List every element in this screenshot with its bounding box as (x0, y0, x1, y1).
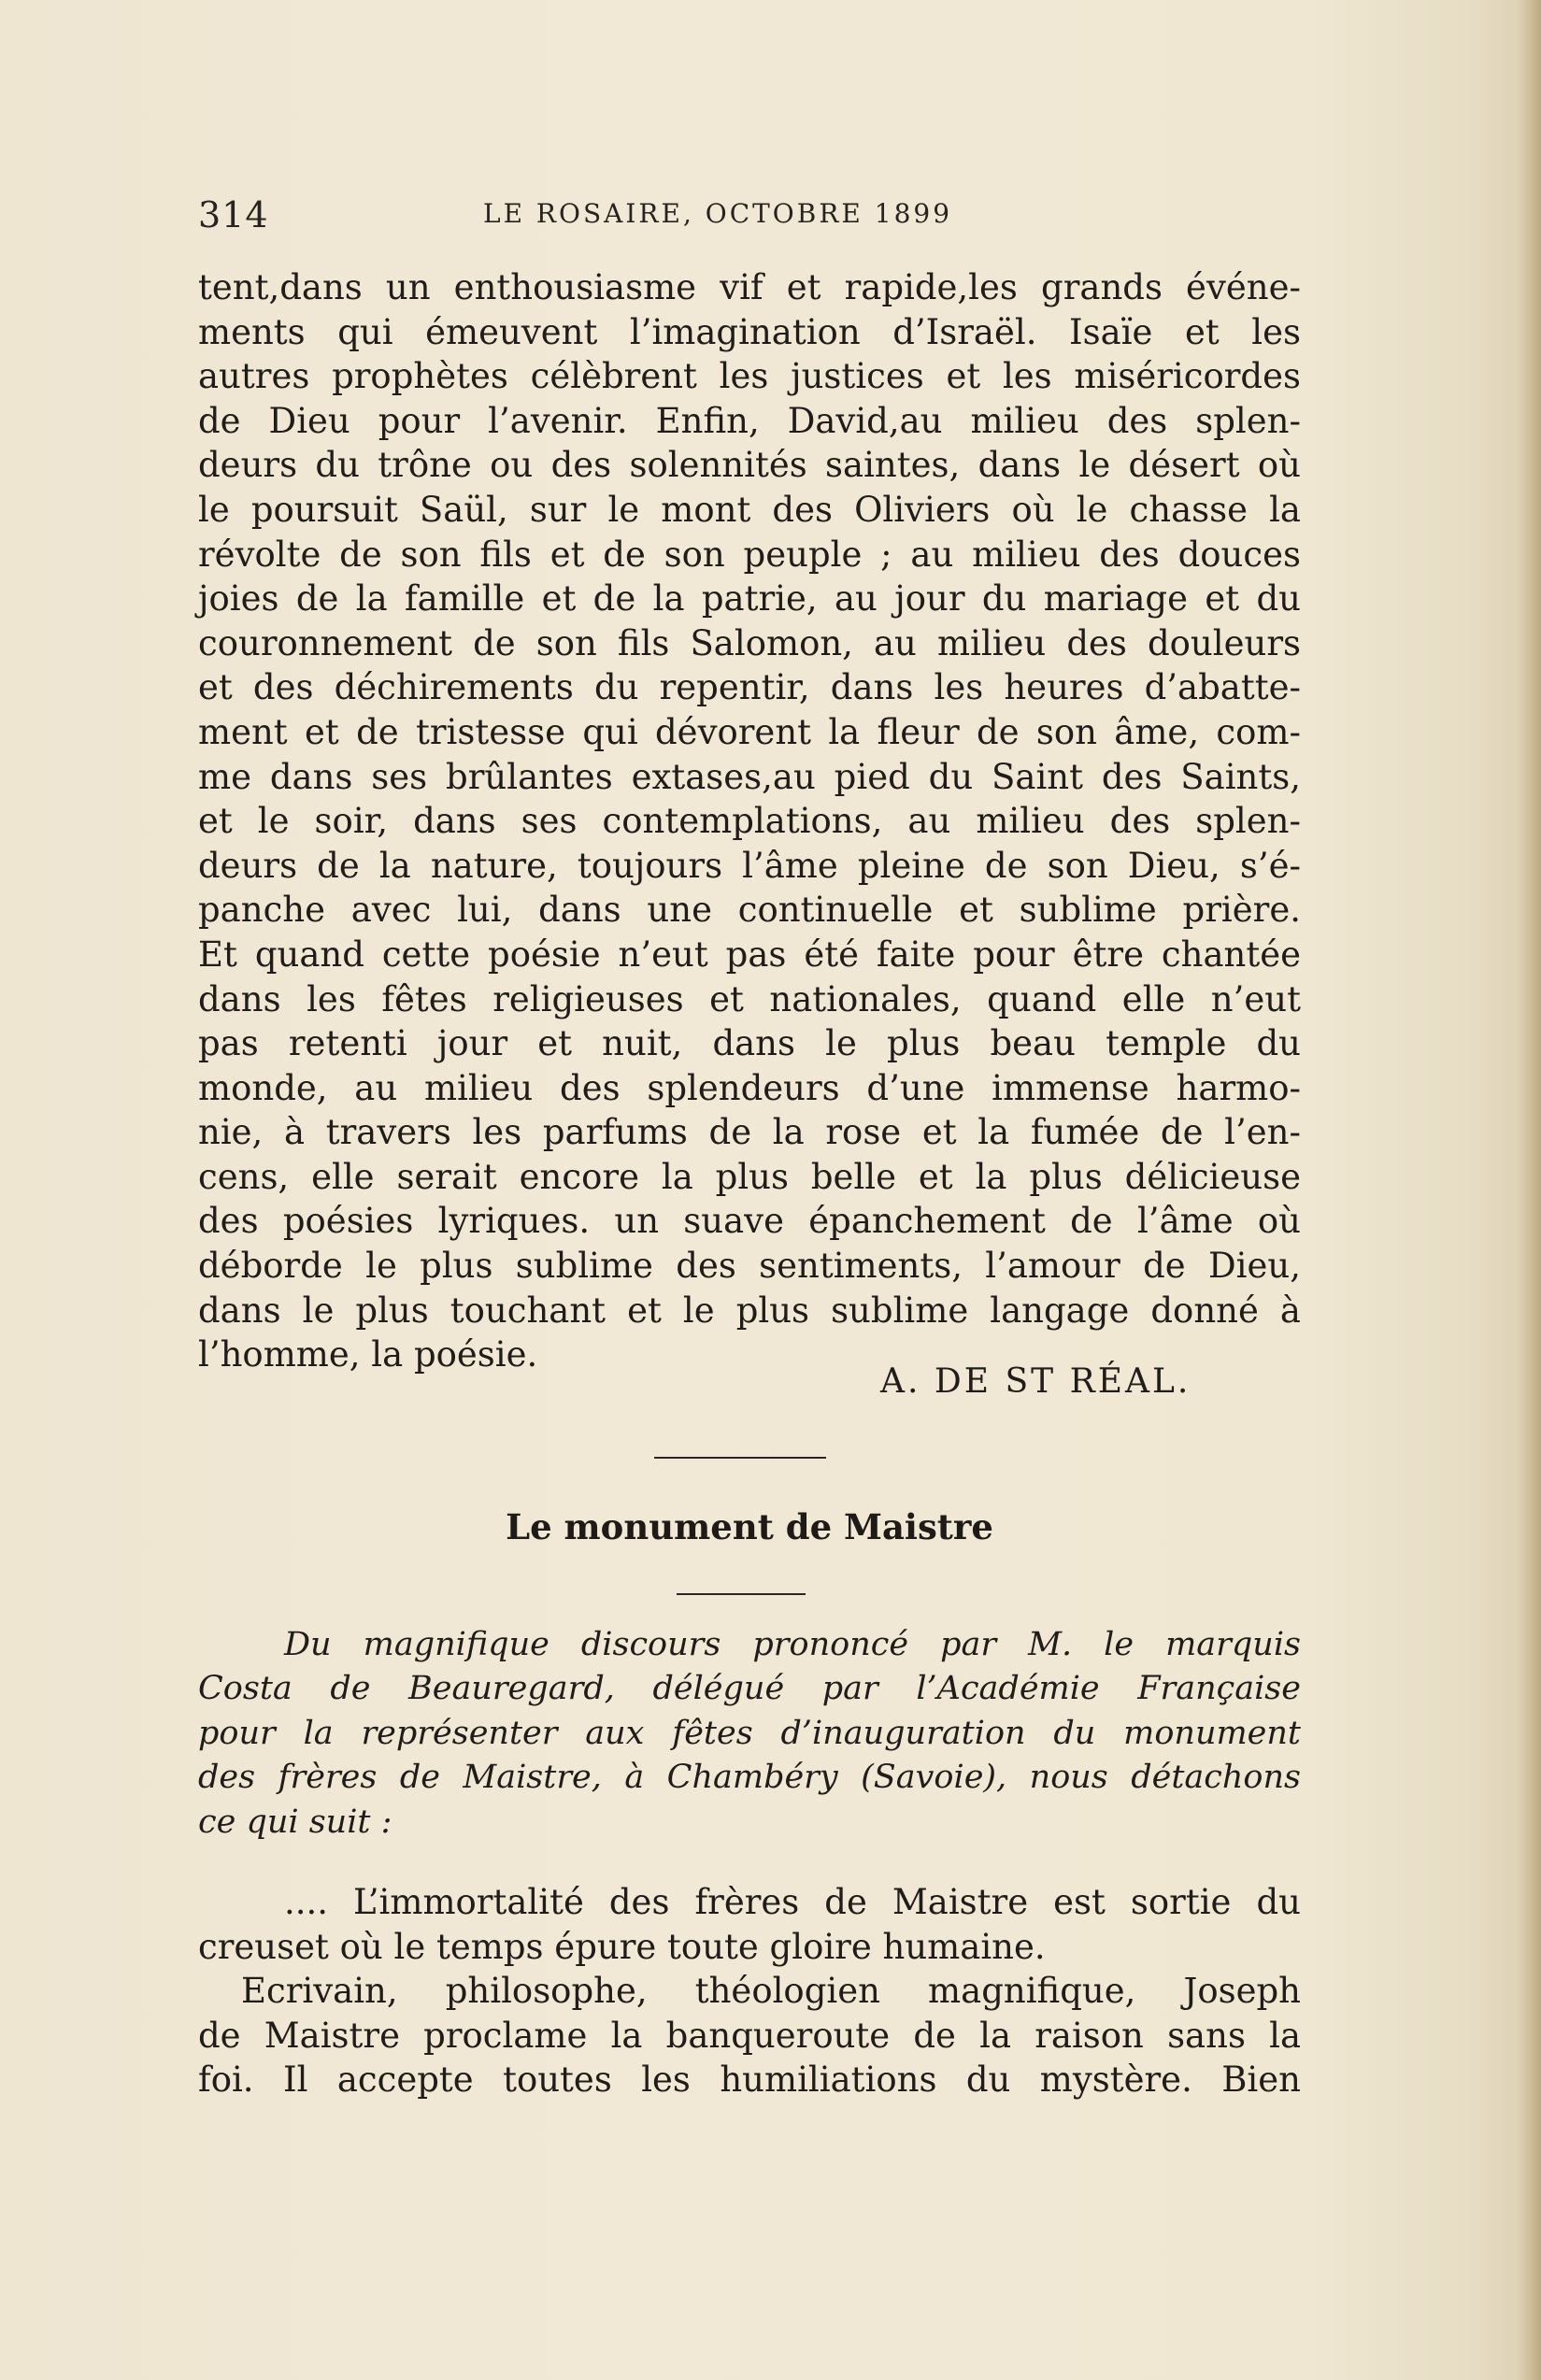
text-line: deurs du trône ou des solennités saintes, dans le désert où (198, 445, 1301, 486)
page-number: 314 (198, 194, 269, 235)
running-title: LE ROSAIRE, OCTOBRE 1899 (483, 198, 953, 229)
text-line: pas retenti jour et nuit, dans le plus beau temple du (198, 1023, 1301, 1064)
text-line: dans le plus touchant et le plus sublime langage donné à (198, 1290, 1301, 1331)
text-line: deurs de la nature, toujours l’âme pleine de son Dieu, s’é- (198, 845, 1301, 886)
text-line: foi. Il accepte toutes les humiliations du mystère. Bien (198, 2059, 1301, 2101)
text-line: Et quand cette poésie n’eut pas été faite pour être chantée (198, 933, 1301, 975)
text-line: joies de la famille et de la patrie, au jour du mariage et du (198, 578, 1301, 620)
intro-line: pour la représenter aux fêtes d’inauguration du monument (198, 1714, 1301, 1752)
text-line: le poursuit Saül, sur le mont des Oliviers où le chasse la (198, 489, 1301, 530)
intro-line: Costa de Beauregard, délégué par l’Académie Française (198, 1670, 1301, 1708)
article-intro (198, 1623, 1301, 1845)
text-line: tent,dans un enthousiasme vif et rapide,les grands événe- (198, 267, 1301, 307)
text-line: déborde le plus sublime des sentiments, l’amour de Dieu, (198, 1246, 1301, 1287)
text-line: monde, au milieu des splendeurs d’une immense harmo- (198, 1067, 1301, 1108)
text-line: couronnement de son fils Salomon, au milieu des douleurs (198, 622, 1301, 663)
article-2-body (198, 1880, 1301, 2102)
heading-underline (677, 1593, 806, 1595)
running-head (198, 194, 1301, 250)
text-line: ment et de tristesse qui dévorent la fleur de son âme, com- (198, 711, 1301, 752)
intro-line: des frères de Maistre, à Chambéry (Savoie), nous détachons (198, 1759, 1301, 1797)
page-edge-shadow (1515, 0, 1541, 2380)
author-signature: A. DE ST RÉAL. (880, 1362, 1191, 1401)
text-line: dans les fêtes religieuses et nationales, quand elle n’eut (198, 978, 1301, 1019)
text-line: panche avec lui, dans une continuelle et sublime prière. (198, 890, 1301, 931)
text-line: de Maistre proclame la banqueroute de la raison sans la (198, 2015, 1301, 2056)
intro-line-last: ce qui suit : (198, 1803, 392, 1841)
text-line: et le soir, dans ses contemplations, au milieu des splen- (198, 801, 1301, 842)
article-1-body (198, 265, 1301, 1377)
intro-line: Du magnifique discours prononcé par M. le marquis (284, 1626, 1301, 1663)
text-line-last: creuset où le temps épure toute gloire humaine. (198, 1926, 1046, 1967)
text-line-last: l’homme, la poésie. (198, 1334, 538, 1375)
text-line: cens, elle serait encore la plus belle et la plus délicieuse (198, 1156, 1301, 1197)
article-heading: Le monument de Maistre (506, 1506, 993, 1547)
text-line: révolte de son fils et de son peuple ; au milieu des douces (198, 534, 1301, 575)
text-line: nie, à travers les parfums de la rose et la fumée de l’en- (198, 1112, 1301, 1153)
text-line: me dans ses brûlantes extases,au pied du Saint des Saints, (198, 756, 1301, 797)
text-line: des poésies lyriques. un suave épanchement de l’âme où (198, 1201, 1301, 1242)
text-line: et des déchirements du repentir, dans les heures d’abatte- (198, 667, 1301, 708)
text-line: autres prophètes célèbrent les justices et les miséricordes (198, 356, 1301, 397)
text-line: Ecrivain, philosophe, théologien magnifique, Joseph (241, 1971, 1301, 2012)
section-divider (654, 1457, 826, 1459)
text-line: de Dieu pour l’avenir. Enfin, David,au milieu des splen- (198, 400, 1301, 441)
text-line: .... L’immortalité des frères de Maistre est sortie du (284, 1882, 1301, 1922)
text-line: ments qui émeuvent l’imagination d’Israël. Isaïe et les (198, 311, 1301, 352)
